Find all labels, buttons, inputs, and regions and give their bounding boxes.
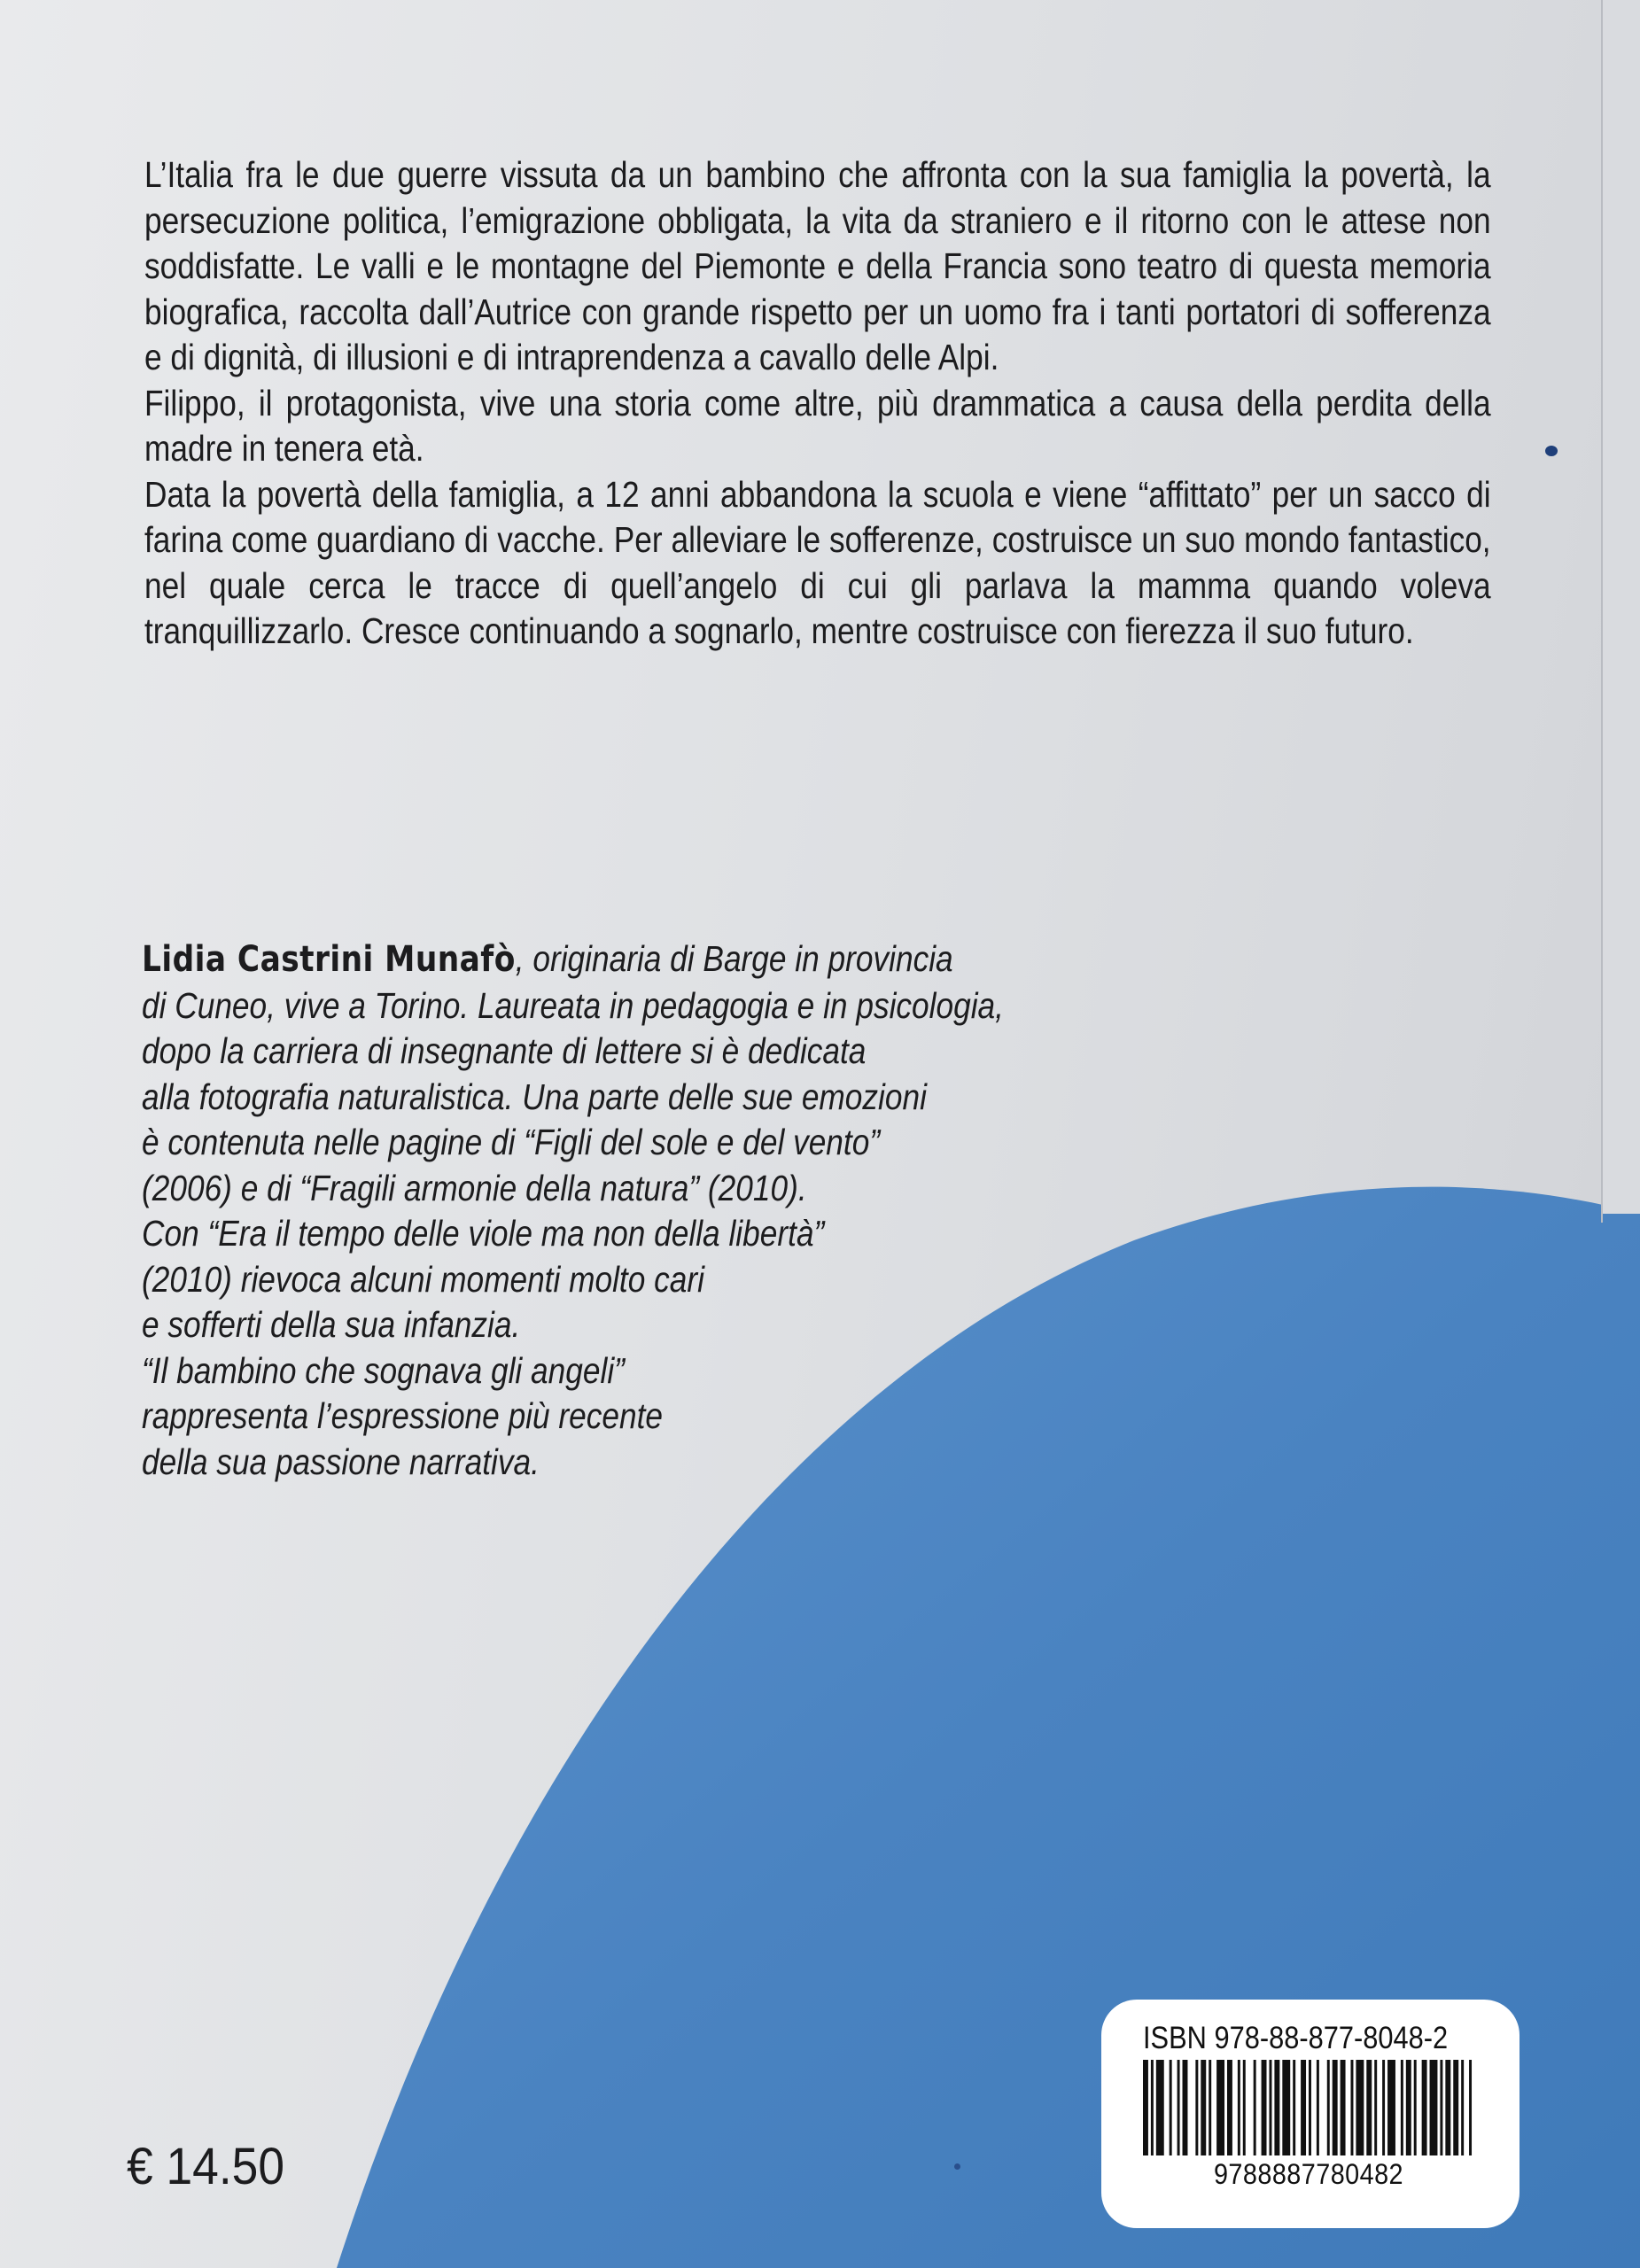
barcode-bar — [1156, 2060, 1164, 2155]
barcode-bar — [1387, 2060, 1395, 2155]
barcode-bar — [1227, 2060, 1232, 2155]
barcode-bar — [1333, 2060, 1338, 2155]
author-bio-line: rappresenta l’espressione più recente — [142, 1395, 664, 1436]
price-label: € 14.50 — [127, 2138, 285, 2195]
barcode-bar — [1327, 2060, 1330, 2155]
barcode-bar — [1274, 2060, 1279, 2155]
ink-speck — [954, 2163, 960, 2170]
author-bio-line: alla fotografia naturalistica. Una parte delle sue emozioni — [142, 1076, 927, 1117]
barcode-bar — [1422, 2060, 1427, 2155]
blurb-paragraph: L’Italia fra le due guerre vissuta da un bambino che affronta con la sua famiglia la povertà, la persecuzione politica, l’emigrazione obbligata, la vita da straniero e il ritorno con le attese non soddisfatte. Le valli e le montagne del Piemonte e della Francia sono teatro di questa memoria biografica, raccolta dall’Autrice con grande rispetto per un uomo fra i tanti portatori di sofferenza e di dignità, di illusioni e di intraprendenza a cavallo delle Alpi. — [144, 154, 1491, 377]
barcode-bar — [1254, 2060, 1256, 2155]
barcode-bar — [1201, 2060, 1206, 2155]
author-bio — [142, 936, 1056, 1485]
barcode-bar — [1374, 2060, 1377, 2155]
barcode-bar — [1430, 2060, 1438, 2155]
author-bio-line: (2006) e di “Fragili armonie della natura” (2010). — [142, 1167, 807, 1208]
blurb-text — [144, 152, 1491, 655]
barcode-bar — [1445, 2060, 1450, 2155]
author-name: Lidia Castrini Munafò — [142, 939, 516, 980]
barcode-bar — [1143, 2060, 1148, 2155]
barcode-bar — [1262, 2060, 1267, 2155]
author-bio-line: della sua passione narrativa. — [142, 1441, 540, 1482]
barcode-bar — [1170, 2060, 1172, 2155]
barcode-bar — [1453, 2060, 1458, 2155]
barcode-bar — [1469, 2060, 1472, 2155]
barcode-bar — [1366, 2060, 1372, 2155]
barcode-bar — [1301, 2060, 1306, 2155]
barcode-icon — [1143, 2060, 1474, 2155]
barcode-bar — [1401, 2060, 1403, 2155]
author-bio-line: e sofferti della sua infanzia. — [142, 1304, 521, 1345]
author-bio-line: è contenuta nelle pagine di “Figli del sole e del vento” — [142, 1122, 881, 1162]
barcode-digits: 9788887780482 — [1213, 2158, 1404, 2190]
barcode-bar — [1183, 2060, 1188, 2155]
blurb-paragraph: Filippo, il protagonista, vive una storia come altre, più drammatica a causa della perdita della madre in tenera età. — [144, 382, 1491, 469]
author-bio-line: Con “Era il tempo delle viole ma non della libertà” — [142, 1213, 825, 1254]
barcode-bar — [1178, 2060, 1180, 2155]
author-bio-line: (2010) rievoca alcuni momenti molto cari — [142, 1258, 704, 1300]
barcode-bar — [1293, 2060, 1295, 2155]
barcode-bar — [1209, 2060, 1211, 2155]
barcode-bar — [1414, 2060, 1417, 2155]
barcode-bar — [1317, 2060, 1319, 2155]
barcode-bar — [1309, 2060, 1311, 2155]
author-bio-line: di Cuneo, vive a Torino. Laureata in pedagogia e in psicologia, — [142, 984, 1004, 1026]
barcode-bar — [1195, 2060, 1198, 2155]
barcode-bar — [1382, 2060, 1385, 2155]
author-bio-first-line — [142, 936, 1056, 983]
barcode-bar — [1461, 2060, 1464, 2155]
author-bio-line: “Il bambino che sognava gli angeli” — [142, 1349, 625, 1391]
barcode-bar — [1341, 2060, 1346, 2155]
author-bio-line: dopo la carriera di insegnante di lettere si è dedicata — [142, 1030, 867, 1071]
barcode-bar — [1406, 2060, 1411, 2155]
barcode-bar — [1151, 2060, 1154, 2155]
barcode-bar — [1269, 2060, 1271, 2155]
isbn-label: ISBN 978-88-877-8048-2 — [1143, 2021, 1449, 2055]
author-bio-line: , originaria di Barge in provincia — [515, 938, 953, 979]
barcode-bar — [1238, 2060, 1240, 2155]
barcode-bar — [1440, 2060, 1442, 2155]
barcode-bar — [1356, 2060, 1364, 2155]
barcode-bar — [1282, 2060, 1290, 2155]
blurb-paragraph: Data la povertà della famiglia, a 12 anni abbandona la scuola e viene “affittato” per un sacco di farina come guardiano di vacche. Per alleviare le sofferenze, costruisce un suo mondo fantastico, nel quale cerca le tracce di quell’angelo di cui gli parlava la mamma quando voleva tranquillizzarlo. Cresce continuando a sognarlo, mentre costruisce con fierezza il suo futuro. — [144, 473, 1491, 651]
ink-speck — [1545, 446, 1558, 456]
barcode-bar — [1350, 2060, 1353, 2155]
barcode-bar — [1216, 2060, 1224, 2155]
barcode-bar — [1243, 2060, 1246, 2155]
